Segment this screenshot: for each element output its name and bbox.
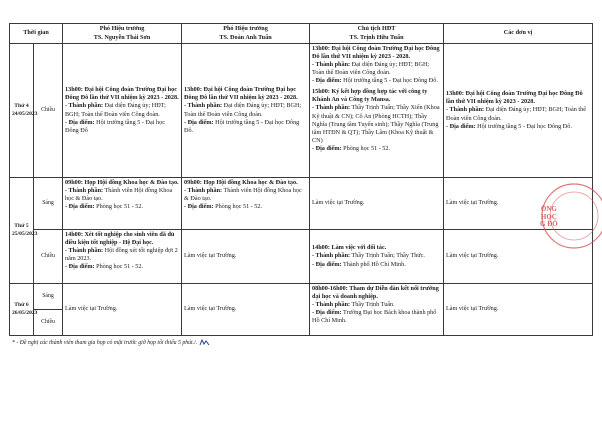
participants-label: - Thành phần: xyxy=(184,102,223,110)
stamp-line: ÔNG xyxy=(540,205,557,213)
event-title: 13h00: Đại hội Công đoàn Trường Đại học Đông Đô lần thứ VII nhiệm kỳ 2023 - 2028. xyxy=(184,86,298,102)
event-title: 13h00: Đại hội Công đoàn Trường Đại học Đông Đô lần thứ VII nhiệm kỳ 2023 - 2028. xyxy=(312,45,440,61)
participants-value: Thầy Trịnh Tuấn. xyxy=(350,301,395,309)
schedule-table xyxy=(9,23,593,336)
location-label: - Địa điểm: xyxy=(312,260,342,268)
session-cell: Sáng xyxy=(34,284,63,310)
location-label: - Địa điểm: xyxy=(65,118,95,126)
location-value: Phòng học 51 - 52. xyxy=(94,263,144,271)
event-title: 09h00: Họp Hội đồng Khoa học & Đào tạo. xyxy=(65,179,179,186)
participants-label: - Thành phần: xyxy=(312,104,351,112)
participants-label: - Thành phần: xyxy=(312,61,351,69)
person2-role: Phó Hiệu trưởng xyxy=(223,25,268,33)
event-location xyxy=(312,77,441,85)
event-cell xyxy=(310,284,444,336)
event-participants xyxy=(312,61,441,77)
event-location xyxy=(446,123,590,131)
event-title: 13h00: Đại hội Công đoàn Trường Đại học Đông Đô lần thứ VII nhiệm kỳ 2023 - 2028. xyxy=(446,90,583,106)
event-cell: Làm việc tại Trường. xyxy=(310,178,444,230)
event-cell xyxy=(310,230,444,284)
participants-label: - Thành phần: xyxy=(65,247,104,255)
event-cell: Làm việc tại Trường. xyxy=(182,230,310,284)
footnote xyxy=(12,339,210,346)
header-person3 xyxy=(310,24,444,44)
event-cell: Làm việc tại Trường. xyxy=(182,284,310,336)
session-cell: Chiều xyxy=(34,230,63,284)
session-cell: Sáng xyxy=(34,178,63,230)
event-cell: Làm việc tại Trường. xyxy=(444,178,593,230)
session-cell: Chiều xyxy=(34,44,63,178)
event-location xyxy=(65,263,179,271)
participants-label: - Thành phần: xyxy=(312,301,351,309)
event-title: 14h00: Xét tốt nghiệp cho sinh viên đã đủ điều kiện tốt nghiệp - Hệ Đại học. xyxy=(65,231,175,247)
session-cell: Chiều xyxy=(34,310,63,336)
participants-value: Thầy Trịnh Tuấn; Thầy Xiển (Khoa Kỹ thuật & CN); Cô An (Phòng HCTH); Thầy Nghĩa (Trung tâm Tuyển sinh); Thầy Nghĩa (Trung tâm HTĐN & QT); Thầy Lâm (Khoa Kỹ thuật & CN) xyxy=(312,104,440,144)
participants-label: - Thành phần: xyxy=(65,102,104,110)
day-label: Thứ 5 xyxy=(14,223,29,230)
day-label: Thứ 4 xyxy=(14,103,29,110)
event-cell xyxy=(63,44,182,178)
event-cell xyxy=(444,44,593,178)
table-row xyxy=(10,178,593,230)
event-location xyxy=(312,261,441,269)
participants-value: Hội đồng xét tốt nghiệp đợt 2 năm 2023. xyxy=(65,247,178,263)
day-date: 25/05/2023 xyxy=(12,230,38,237)
event-cell xyxy=(310,44,444,178)
person1-role: Phó Hiệu trưởng xyxy=(99,25,145,33)
event-location xyxy=(184,203,307,211)
day-date: 26/05/2023 xyxy=(12,309,38,316)
event-participants xyxy=(65,247,179,263)
event-location xyxy=(184,119,307,135)
participants-value: Thành viên Hội đồng Khoa học & Đào tạo. xyxy=(184,187,302,203)
day-cell xyxy=(10,44,38,178)
table-row xyxy=(10,44,593,178)
location-label: - Địa điểm: xyxy=(312,77,342,85)
event-location xyxy=(65,119,179,135)
location-value: Trường Đại học Bách khoa thành phố Hồ Chí Minh. xyxy=(312,309,437,325)
person3-role: Chủ tịch HĐT xyxy=(357,25,396,33)
header-person1 xyxy=(63,24,182,44)
event-cell: Làm việc tại Trường. xyxy=(63,284,182,336)
location-value: Phòng học 51 - 52. xyxy=(213,203,263,211)
location-label: - Địa điểm: xyxy=(312,309,342,317)
event-cell xyxy=(182,178,310,230)
location-label: - Địa điểm: xyxy=(65,263,95,271)
event-location xyxy=(312,145,441,153)
location-label: - Địa điểm: xyxy=(184,118,214,126)
stamp-line: HỌC xyxy=(540,212,557,221)
event-title: 14h00: Làm việc với đối tác. xyxy=(312,244,387,252)
day-date: 24/05/2023 xyxy=(12,110,38,117)
stamp-line: G ĐÔ xyxy=(540,220,558,229)
header-units: Các đơn vị xyxy=(444,24,593,44)
day-label: Thứ 6 xyxy=(14,302,29,309)
location-label: - Địa điểm: xyxy=(65,203,95,211)
participants-label: - Thành phần: xyxy=(184,187,223,195)
event-title: 09h00: Họp Hội đồng Khoa học & Đào tạo. xyxy=(184,179,298,186)
event-participants xyxy=(312,252,441,260)
location-value: Phòng học 51 - 52. xyxy=(341,144,391,152)
event-title: 13h00: Đại hội Công đoàn Trường Đại học Đông Đô lần thứ VII nhiệm kỳ 2023 - 2028. xyxy=(65,86,179,102)
person3-name: TS. Trịnh Hữu Tuấn xyxy=(349,33,404,41)
event-location xyxy=(312,309,441,325)
event-participants xyxy=(65,102,179,118)
event-title: 15h00: Ký kết hợp đồng hợp tác với công ty Khánh An và Công ty Mansa. xyxy=(312,88,428,104)
participants-label: - Thành phần: xyxy=(446,106,485,114)
event-cell xyxy=(63,178,182,230)
event-cell xyxy=(182,44,310,178)
signature-mark-icon xyxy=(199,339,210,346)
location-value: Hội trường tầng 5 - Đại học Đông Đô xyxy=(65,118,165,134)
location-value: Thành phố Hồ Chí Minh. xyxy=(341,260,406,268)
footnote-text: * - Đề nghị các thành viên tham gia họp có mặt trước giờ họp tối thiểu 5 phút./. xyxy=(12,339,198,346)
location-value: Hội trường tầng 5 - Đại học Đông Đô. xyxy=(184,118,300,134)
participants-value: Đại diện Đảng ủy; HĐT; BGH; Toàn thể Đoàn viên Công đoàn. xyxy=(65,102,166,118)
participants-value: Đại diện Đảng ủy; HĐT; BGH; Toàn thể Đoàn viên Công đoàn. xyxy=(312,61,430,77)
event-cell: Làm việc tại Trường. xyxy=(444,284,593,336)
event-cell xyxy=(63,230,182,284)
person1-name: TS. Nguyễn Thái Sơn xyxy=(93,33,151,41)
stamp-text xyxy=(540,206,558,229)
location-value: Hội trường tầng 5 - Đại học Đông Đô. xyxy=(475,122,572,130)
location-label: - Địa điểm: xyxy=(312,144,342,152)
event-participants xyxy=(312,301,441,309)
location-value: Hội trường tầng 5 - Đại học Đông Đô. xyxy=(341,77,438,85)
event-participants xyxy=(184,102,307,118)
person2-name: TS. Đoàn Anh Tuấn xyxy=(219,33,272,41)
table-row xyxy=(10,284,593,310)
participants-value: Đại diện Đảng ủy; HĐT; BGH; Toàn thể Đoàn viên Công đoàn. xyxy=(446,106,586,122)
day-cell xyxy=(10,178,38,284)
table-row xyxy=(10,230,593,284)
header-person2 xyxy=(182,24,310,44)
participants-value: Thành viên Hội đồng Khoa học & Đào tạo. xyxy=(65,187,173,203)
event-participants xyxy=(446,106,590,122)
location-label: - Địa điểm: xyxy=(184,203,214,211)
location-value: Phòng học 51 - 52. xyxy=(94,203,144,211)
location-label: - Địa điểm: xyxy=(446,122,476,130)
event-location xyxy=(65,203,179,211)
day-cell xyxy=(10,284,38,336)
participants-value: Thầy Trịnh Tuấn; Thầy Thức. xyxy=(350,252,425,260)
event-participants xyxy=(65,187,179,203)
event-cell: Làm việc tại Trường. xyxy=(444,230,593,284)
event-participants xyxy=(184,187,307,203)
participants-value: Đại diện Đảng ủy; HĐT; BGH; Toàn thể Đoàn viên Công đoàn. xyxy=(184,102,302,118)
event-participants xyxy=(312,104,441,144)
participants-label: - Thành phần: xyxy=(312,252,351,260)
header-row xyxy=(10,24,593,44)
event-title: 08h00-16h00: Tham dự Diễn đàn kết nối trường đại học và doanh nghiệp. xyxy=(312,285,439,301)
participants-label: - Thành phần: xyxy=(65,187,104,195)
header-time: Thời gian xyxy=(10,24,63,44)
